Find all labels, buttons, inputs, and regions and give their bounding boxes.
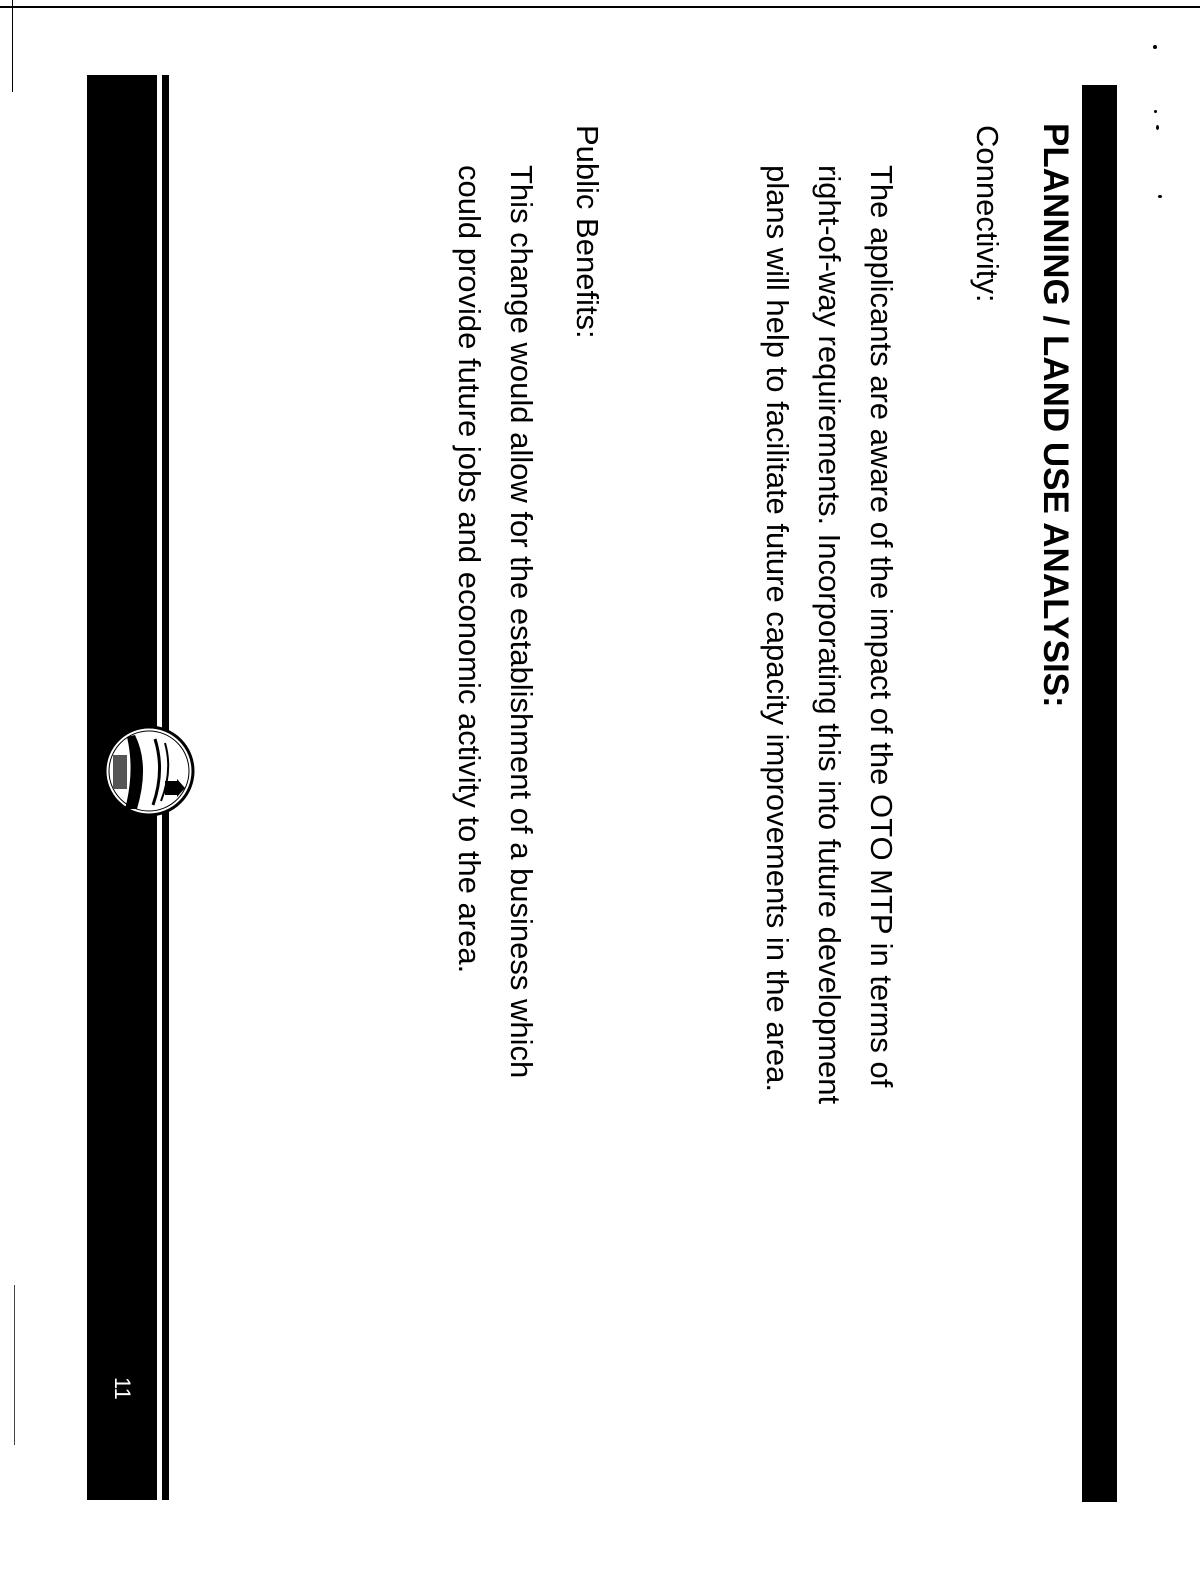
- slide-top-bar: [1082, 85, 1117, 1502]
- connectivity-line: right-of-way requirements. Incorporating this into future development: [812, 165, 847, 1105]
- connectivity-line: The applicants are aware of the impact of the OTO MTP in terms of: [864, 165, 899, 1088]
- scan-edge-top: [0, 6, 1200, 8]
- slide: [80, 75, 1115, 1500]
- scan-speck: [1158, 195, 1162, 198]
- slide-title: PLANNING / LAND USE ANALYSIS:: [1036, 123, 1075, 708]
- scan-speck: [1153, 45, 1157, 49]
- scan-speck: [1154, 110, 1157, 113]
- public-benefits-line: This change would allow for the establishment of a business which: [504, 165, 539, 1079]
- city-seal-icon: [103, 725, 195, 817]
- scan-edge-left: [12, 0, 13, 92]
- connectivity-paragraph: [751, 165, 907, 1104]
- connectivity-line: plans will help to facilitate future capacity improvements in the area.: [760, 165, 795, 1093]
- scan-speck: [1156, 125, 1159, 130]
- public-benefits-line: could provide future jobs and economic activity to the area.: [452, 165, 487, 974]
- public-benefits-paragraph: [443, 165, 547, 1078]
- page-number: 11: [110, 1377, 135, 1400]
- scan-edge-left-lower: [14, 1285, 15, 1445]
- public-benefits-heading: Public Benefits:: [570, 125, 605, 339]
- connectivity-heading: Connectivity:: [970, 125, 1005, 303]
